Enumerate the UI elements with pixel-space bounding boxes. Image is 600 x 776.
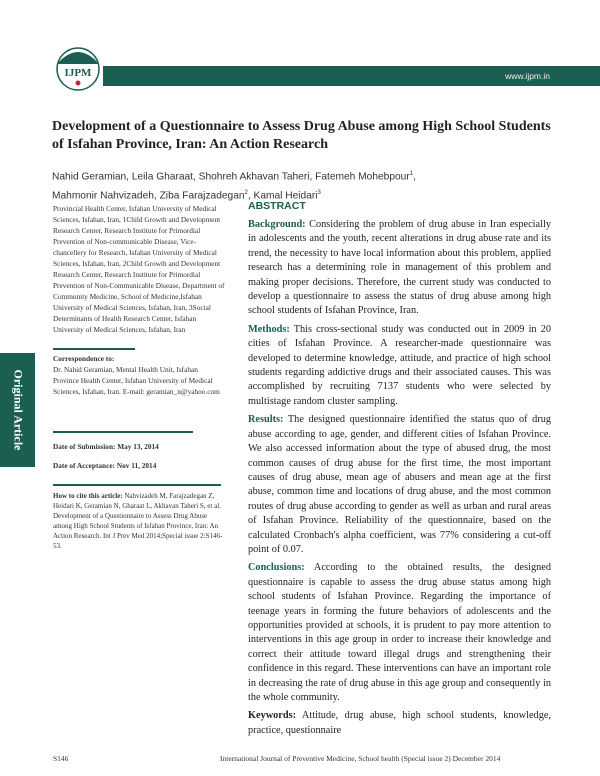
article-type-tab: Original Article bbox=[0, 353, 35, 467]
keywords: Keywords: Attitude, drug abuse, high school students, knowledge, practice, questionnaire bbox=[248, 710, 551, 736]
citation: How to cite this article: Nahvizadeh M, Farajzadegan Z, Heidari K, Geramian N, Gharaat L, Akhavan Taheri S, et al. Development of a Questionnaire to Assess Drug Abuse among High School Students of Isfahan Province, Iran: An Action Research. Int J Prev Med 2014;Special issue 2:S146-53. bbox=[53, 492, 223, 550]
submission-date: Date of Submission: May 13, 2014 bbox=[53, 442, 159, 451]
abstract-conclusions: Conclusions: According to the obtained results, the designed questionnaire is capable to assess the drug abuse status among high school students of Isfahan Province. Regarding the importance of teenage years in forming the future behaviors of adolescents and the opportunities provided at schools, it is prudent to pay more attention to interventions in this age group in order to increase their knowledge and correct their attitude toward illegal drugs and strengthening their confidence in this regard. These interventions can have an important role in decreasing the rate of drug abuse in this age group and consequently in the whole community. bbox=[248, 562, 551, 703]
journal-footer: International Journal of Preventive Medicine, School health (Special issue 2) December 2014 bbox=[220, 754, 501, 763]
affiliations: Provincial Health Center, Isfahan University of Medical Sciences, Isfahan, Iran, 1Child Growth and Development Research Center, Research Institute for Primordial Prevention of Non-communicable Disease, Vice-chancellery for Research, Isfahan University of Medical Sciences, Isfahan, Iran, 2Child Growth and Development Research Center, Research Institute for Primordial Prevention of Non-Communicable Disease, Department of Community Medicine, School of Medicine,Isfahan University of Medical Sciences, Isfahan, Iran, 3Social Determinants of Health Research Center, Isfahan University of Medical Sciences, Isfahan, Iran bbox=[53, 204, 225, 334]
acceptance-date: Date of Acceptance: Nov 11, 2014 bbox=[53, 461, 157, 470]
abstract bbox=[248, 200, 551, 742]
abstract-methods: Methods: This cross-sectional study was conducted out in 2009 in 20 cities of Isfahan Province. A researcher-made questionnaire was developed to determine knowledge, attitude, and practice of high school students regarding addictive drugs and their associated causes. This was accomplished by recruiting 7137 students who were selected by multistage random cluster sampling. bbox=[248, 323, 551, 407]
divider bbox=[53, 431, 193, 433]
author-list: Nahid Geramian, Leila Gharaat, Shohreh Akhavan Taheri, Fatemeh Mohebpour$^1$, Mahmonir Nahvizadeh, Ziba Farajzadegan$^2$, Kamal Heidari$^3$ bbox=[52, 171, 416, 202]
abstract-background: Background: Considering the problem of drug abuse in Iran especially in adolescents and the youth, recent alterations in drug abuse rate and its trend, the necessity to have local information about this problem, applied research has a determining role in management of this problem and making proper decisions. Therefore, the current study was conducted to develop a questionnaire to assess the status of drug abuse among high school students of Isfahan Province, Iran. bbox=[248, 219, 551, 317]
logo-text: IJPM bbox=[64, 67, 92, 79]
correspondence: Correspondence to: Dr. Nahid Geramian, Mental Health Unit, Isfahan Province Health Center, Isfahan University of Medical Sciences, Isfahan, Iran. E-mail: geramian_n@yahoo.com bbox=[53, 354, 220, 396]
logo-figure-icon bbox=[76, 81, 81, 86]
abstract-heading: ABSTRACT bbox=[248, 200, 306, 212]
divider bbox=[53, 348, 135, 350]
abstract-results: Results: The designed questionnaire identified the status quo of drug abuse according to age, gender, and different cities of Isfahan Province. We also accessed information about the type of abused drug, the most common causes of drug abuse for the first time, the most important causes of drug abuse, mean age of abusers and mean age at the first abuse, common time and locations of drug abuse, and the most common routes of drug abuse according to gender as well as urban and rural areas of Isfahan Province. Reliability of the questionnaire, based on the calculated Cronbach's alpha coefficient, was 77% considering a cut-off point of 0.07. bbox=[248, 414, 551, 555]
article-title: Development of a Questionnaire to Assess Drug Abuse among High School Students of Isfahan Province, Iran: An Action Research bbox=[52, 119, 551, 152]
journal-logo bbox=[53, 42, 103, 92]
journal-url[interactable]: www.ijpm.in bbox=[505, 71, 550, 81]
divider bbox=[53, 484, 221, 486]
page-number: S146 bbox=[53, 754, 69, 763]
